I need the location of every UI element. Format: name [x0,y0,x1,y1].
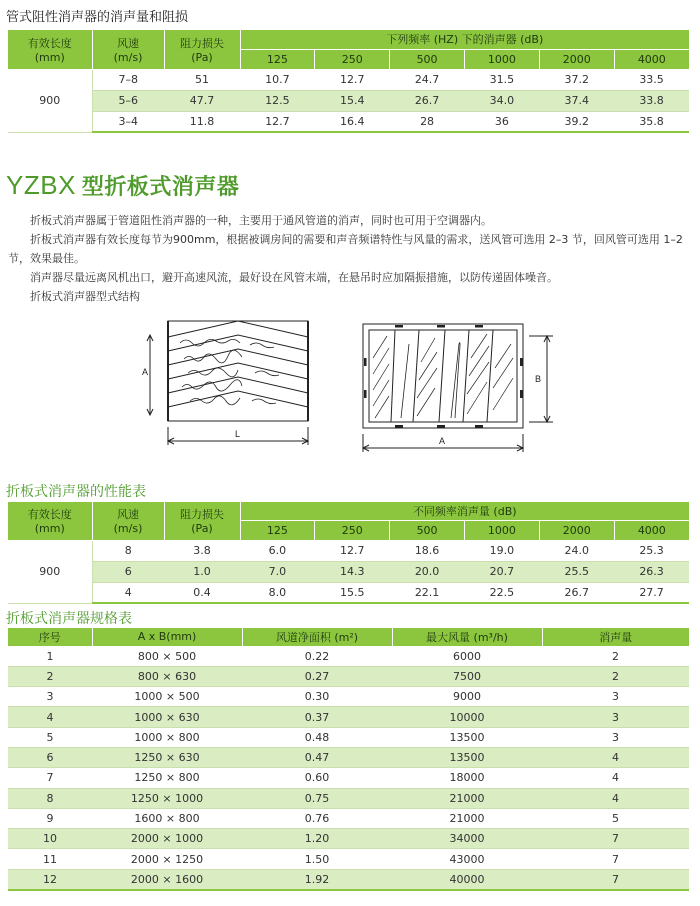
airflow-cell: 18000 [392,768,542,788]
value-cell: 20.7 [464,561,539,582]
index-cell: 1 [8,646,92,666]
value-cell: 37.2 [539,69,614,90]
freq-header: 250 [315,49,390,69]
table1-title: 管式阻性消声器的消声量和阻损 [6,10,189,25]
loss-cell: 3.8 [164,540,240,561]
product-title-cn: 型折板式消声器 [81,175,240,200]
index-cell: 9 [8,808,92,828]
speed-cell: 3–4 [92,111,164,132]
index-cell: 8 [8,788,92,808]
speed-cell: 8 [92,540,164,561]
area-cell: 0.37 [242,707,392,727]
loss-cell: 47.7 [164,90,240,111]
header-length: 有效长度 (mm) [8,502,92,540]
freq-header: 1000 [464,49,539,69]
table-row [8,788,689,808]
airflow-cell: 13500 [392,727,542,747]
header-loss: 阻力损失 (Pa) [164,502,240,540]
value-cell: 33.5 [614,69,689,90]
header-attenuation: 消声量 [542,628,689,646]
area-cell: 0.75 [242,788,392,808]
loss-cell: 11.8 [164,111,240,132]
value-cell: 33.8 [614,90,689,111]
table-row [8,707,689,727]
value-cell: 22.5 [464,582,539,603]
area-cell: 0.76 [242,808,392,828]
size-cell: 2000 × 1600 [92,869,242,890]
size-cell: 2000 × 1000 [92,829,242,849]
index-cell: 6 [8,747,92,767]
header-length: 有效长度 (mm) [8,30,92,69]
area-cell: 0.30 [242,687,392,707]
airflow-cell: 40000 [392,869,542,890]
value-cell: 22.1 [390,582,465,603]
length-cell: 900 [8,69,92,132]
table-row [8,111,689,132]
dimension-a-label: A [142,367,149,377]
value-cell: 12.7 [315,540,390,561]
size-cell: 1250 × 800 [92,768,242,788]
header-size: A x B(mm) [92,628,242,646]
area-cell: 0.48 [242,727,392,747]
value-cell: 25.5 [539,561,614,582]
area-cell: 1.20 [242,829,392,849]
table-row [8,540,689,561]
size-cell: 1000 × 500 [92,687,242,707]
area-cell: 0.60 [242,768,392,788]
attenuation-cell: 4 [542,768,689,788]
value-cell: 31.5 [464,69,539,90]
table-row [8,69,689,90]
value-cell: 39.2 [539,111,614,132]
loss-cell: 51 [164,69,240,90]
length-cell: 900 [8,540,92,603]
airflow-cell: 13500 [392,747,542,767]
speed-cell: 6 [92,561,164,582]
specification-table [8,628,689,891]
area-cell: 0.47 [242,747,392,767]
value-cell: 24.7 [390,69,465,90]
airflow-cell: 10000 [392,707,542,727]
index-cell: 10 [8,829,92,849]
speed-cell: 4 [92,582,164,603]
freq-header: 1000 [464,520,539,540]
header-airflow: 最大风量 (m³/h) [392,628,542,646]
value-cell: 26.7 [390,90,465,111]
paragraph: 折板式消声器有效长度每节为900mm，根据被调房间的需要和声音频谱特性与风量的需求，送风管可选用 2–3 节，回风管可选用 1–2 节，效果最佳。 [8,233,683,265]
description [8,211,688,306]
index-cell: 3 [8,687,92,707]
speed-cell: 5–6 [92,90,164,111]
index-cell: 5 [8,727,92,747]
freq-header: 125 [240,520,315,540]
value-cell: 19.0 [464,540,539,561]
header-frequency: 不同频率消声量 (dB) [240,502,689,520]
size-cell: 1250 × 630 [92,747,242,767]
freq-header: 250 [315,520,390,540]
freq-header: 2000 [539,49,614,69]
attenuation-cell: 3 [542,707,689,727]
size-cell: 800 × 500 [92,646,242,666]
attenuation-cell: 3 [542,727,689,747]
freq-header: 500 [390,49,465,69]
value-cell: 7.0 [240,561,315,582]
freq-header: 4000 [614,520,689,540]
dimension-b-label: B [535,374,542,384]
value-cell: 37.4 [539,90,614,111]
header-area: 风道净面积 (m²) [242,628,392,646]
value-cell: 18.6 [390,540,465,561]
size-cell: 1250 × 1000 [92,788,242,808]
table-row [8,829,689,849]
size-cell: 1000 × 630 [92,707,242,727]
size-cell: 800 × 630 [92,666,242,686]
table-row [8,747,689,767]
freq-header: 2000 [539,520,614,540]
value-cell: 35.8 [614,111,689,132]
size-cell: 1600 × 800 [92,808,242,828]
resistive-silencer-table [8,30,689,133]
size-cell: 2000 × 1250 [92,849,242,869]
attenuation-cell: 7 [542,829,689,849]
value-cell: 26.7 [539,582,614,603]
size-cell: 1000 × 800 [92,727,242,747]
area-cell: 1.92 [242,869,392,890]
freq-header: 500 [390,520,465,540]
value-cell: 8.0 [240,582,315,603]
attenuation-cell: 4 [542,747,689,767]
attenuation-cell: 3 [542,687,689,707]
value-cell: 27.7 [614,582,689,603]
dimension-a-label: A [439,436,446,446]
value-cell: 26.3 [614,561,689,582]
loss-cell: 1.0 [164,561,240,582]
value-cell: 20.0 [390,561,465,582]
value-cell: 15.5 [315,582,390,603]
paragraph: 折板式消声器属于管道阻性消声器的一种，主要用于通风管道的消声，同时也可用于空调器内。 [30,214,492,227]
value-cell: 28 [390,111,465,132]
performance-table [8,502,689,604]
dimension-l-label: L [235,429,241,439]
attenuation-cell: 7 [542,849,689,869]
value-cell: 12.5 [240,90,315,111]
attenuation-cell: 2 [542,666,689,686]
value-cell: 36 [464,111,539,132]
airflow-cell: 7500 [392,666,542,686]
airflow-cell: 21000 [392,788,542,808]
attenuation-cell: 7 [542,869,689,890]
index-cell: 11 [8,849,92,869]
speed-cell: 7–8 [92,69,164,90]
table-row [8,561,689,582]
table-row [8,727,689,747]
table-row [8,582,689,603]
paragraph: 折板式消声器型式结构 [30,290,140,303]
paragraph: 消声器尽量远离风机出口，避开高速风流，最好设在风管末端，在悬吊时应加隔振措施，以防传递固体噪音。 [30,271,558,284]
airflow-cell: 9000 [392,687,542,707]
airflow-cell: 6000 [392,646,542,666]
table-row [8,808,689,828]
index-cell: 7 [8,768,92,788]
area-cell: 0.27 [242,666,392,686]
value-cell: 15.4 [315,90,390,111]
value-cell: 6.0 [240,540,315,561]
value-cell: 10.7 [240,69,315,90]
airflow-cell: 21000 [392,808,542,828]
index-cell: 2 [8,666,92,686]
airflow-cell: 43000 [392,849,542,869]
header-speed: 风速 (m/s) [92,502,164,540]
table-row [8,687,689,707]
table-row [8,90,689,111]
table-row [8,869,689,890]
freq-header: 4000 [614,49,689,69]
attenuation-cell: 2 [542,646,689,666]
table3-title: 折板式消声器规格表 [6,611,132,627]
value-cell: 12.7 [240,111,315,132]
header-index: 序号 [8,628,92,646]
product-title-en: YZBX [6,170,76,200]
value-cell: 12.7 [315,69,390,90]
attenuation-cell: 4 [542,788,689,808]
table-row [8,849,689,869]
index-cell: 12 [8,869,92,890]
value-cell: 24.0 [539,540,614,561]
product-title [6,170,239,201]
freq-header: 125 [240,49,315,69]
folded-plate-front-diagram [355,318,565,458]
table-row [8,768,689,788]
header-frequency: 下列频率 (HZ) 下的消声器 (dB) [240,30,689,49]
index-cell: 4 [8,707,92,727]
table-row [8,666,689,686]
table-row [8,646,689,666]
table2-title: 折板式消声器的性能表 [6,484,146,500]
area-cell: 1.50 [242,849,392,869]
folded-plate-side-diagram [140,315,320,450]
value-cell: 14.3 [315,561,390,582]
value-cell: 16.4 [315,111,390,132]
value-cell: 34.0 [464,90,539,111]
header-speed: 风速 (m/s) [92,30,164,69]
value-cell: 25.3 [614,540,689,561]
airflow-cell: 34000 [392,829,542,849]
area-cell: 0.22 [242,646,392,666]
loss-cell: 0.4 [164,582,240,603]
header-loss: 阻力损失 (Pa) [164,30,240,69]
attenuation-cell: 5 [542,808,689,828]
